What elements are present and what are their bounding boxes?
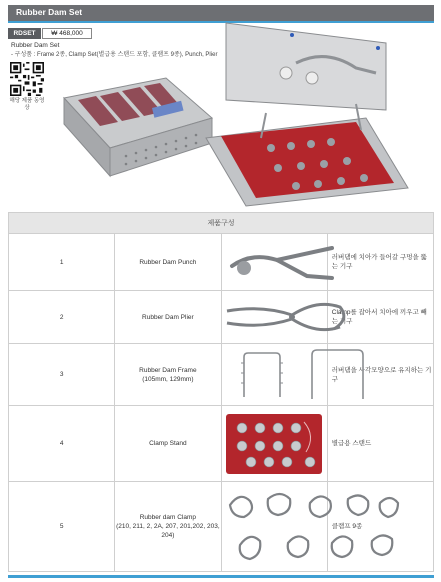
frame-icon xyxy=(222,349,372,401)
component-name: Rubber Dam Punch xyxy=(115,234,221,291)
table-header: 제품구성 xyxy=(9,213,434,234)
closed-cassette-image xyxy=(64,78,212,176)
product-photo xyxy=(56,18,434,208)
product-description: - 구성품 : Frame 2종, Clamp Set(별급용 스탠드 포함, 클램프 9종), Punch, Plier xyxy=(11,52,218,58)
table-header-row xyxy=(9,213,434,234)
row-number: 4 xyxy=(9,406,115,482)
price-badge: ₩ 468,000 xyxy=(42,28,92,39)
clamp-icon xyxy=(222,487,402,567)
component-name: Clamp Stand xyxy=(115,406,221,482)
component-name: Rubber Dam Frame (105mm, 129mm) xyxy=(115,344,221,406)
component-name: Rubber dam Clamp (210, 211, 2, 2A, 207, 201,202, 203, 204) xyxy=(115,482,221,572)
open-cassette-image xyxy=(206,23,408,206)
clamp-stand-icon xyxy=(224,412,324,476)
qr-code-icon[interactable] xyxy=(10,62,44,96)
table-row xyxy=(9,482,434,572)
row-number: 1 xyxy=(9,234,115,291)
table-row xyxy=(9,234,434,291)
component-desc: 별급용 스탠드 xyxy=(327,406,433,482)
row-number: 5 xyxy=(9,482,115,572)
component-name: Rubber Dam Plier xyxy=(115,291,221,344)
footer-accent-rule xyxy=(8,575,434,578)
row-number: 2 xyxy=(9,291,115,344)
plier-icon xyxy=(222,297,352,337)
product-code-badge: RDSET xyxy=(8,28,41,39)
table-row xyxy=(9,291,434,344)
table-row xyxy=(9,344,434,406)
product-name: Rubber Dam Set xyxy=(11,42,60,49)
row-number: 3 xyxy=(9,344,115,406)
components-table xyxy=(8,212,434,572)
qr-label: 해당 제품 동영상 xyxy=(9,98,45,111)
component-desc: Clamp를 잡아서 치아에 끼우고 빼는 기구 xyxy=(327,291,433,344)
punch-icon xyxy=(222,240,342,284)
component-desc: 클램프 9종 xyxy=(327,482,433,572)
page-title: Rubber Dam Set xyxy=(16,7,83,17)
component-desc: 러버댐에 치아가 들어갈 구멍을 뚫는 기구 xyxy=(327,234,433,291)
component-desc: 러버댐을 사각모양으로 유지하는 기구 xyxy=(327,344,433,406)
table-row xyxy=(9,406,434,482)
